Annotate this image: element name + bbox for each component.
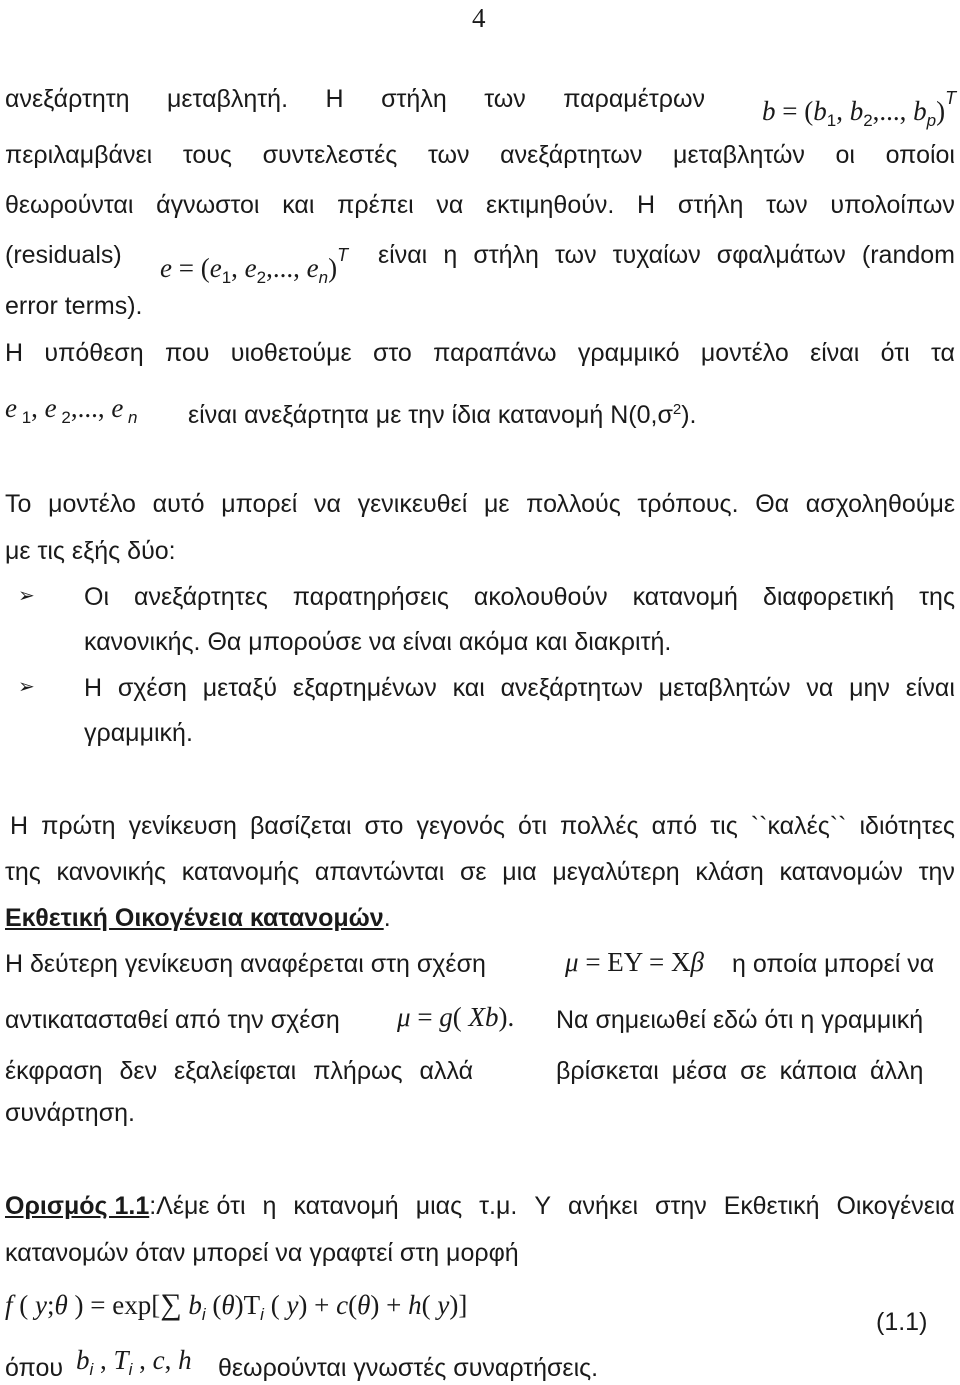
- bullet2-line1: Η σχέση μεταξύ εξαρτημένων και ανεξάρτητων μεταβλητών να μην είναι: [84, 674, 955, 702]
- para1-line5: error terms).: [5, 292, 143, 320]
- para2-line1: Το μοντέλο αυτό μπορεί να γενικευθεί με πολλούς τρόπους. Θα ασχοληθούμε: [5, 490, 955, 518]
- para3-line7: συνάρτηση.: [5, 1099, 135, 1127]
- bullet1-line1: Οι ανεξάρτητες παρατηρήσεις ακολουθούν κατανομή διαφορετική της: [84, 583, 955, 611]
- para1-line4-rest: είναι η στήλη των τυχαίων σφαλμάτων (random: [378, 241, 955, 269]
- formula-e-list: e $_1$, e $_2$,..., e $_n$: [5, 393, 138, 427]
- where-symbols: $b_i$ , $T_i$ , c, h: [76, 1345, 192, 1379]
- para2-line2: με τις εξής δύο:: [5, 537, 176, 565]
- definition-line2: κατανομών όταν μπορεί να γραφτεί στη μορφή: [5, 1239, 519, 1267]
- definition-label: Ορισμός 1.1: [5, 1192, 150, 1220]
- para3-line4-lead: Η δεύτερη γενίκευση αναφέρεται στη σχέση: [5, 950, 486, 978]
- formula-b-column: $b = (b_1$, $b_2$,..., $b_p)^T$: [762, 88, 957, 130]
- bullet-arrow-icon: ➢: [18, 583, 35, 607]
- bullet-arrow-icon: ➢: [18, 674, 35, 698]
- where-lead: όπου: [5, 1354, 64, 1382]
- para3-line6a: έκφραση δεν εξαλείφεται πλήρως αλλά: [5, 1057, 474, 1085]
- para1-line4-lead: (residuals): [5, 241, 122, 269]
- formula-mu-g: μ = g( Xb).: [397, 1002, 515, 1032]
- exponential-family-equation: f ( y;θ ) = exp[∑ $b_i$ $(\theta)T_i$ ( y) + c(θ) + h( y)]: [5, 1288, 468, 1324]
- para3-line5-lead: αντικατασταθεί από την σχέση: [5, 1006, 340, 1034]
- definition-line1: Ορισμός 1.1:Λέμε ότι η κατανομή μιας τ.μ. Υ ανήκει στην Εκθετική Οικογένεια: [5, 1192, 955, 1220]
- para3-line3: Εκθετική Οικογένεια κατανομών.: [5, 904, 391, 932]
- formula-e-column: $e = (e_1$, $e_2$,..., $e_n)^T$: [160, 245, 349, 287]
- para1-line6: Η υπόθεση που υιοθετούμε στο παραπάνω γραμμικό μοντέλο είναι ότι τα: [5, 339, 955, 367]
- para3-line2: της κανονικής κατανομής απαντώνται σε μια μεγαλύτερη κλάση κατανομών την: [5, 858, 955, 886]
- para1-line3: θεωρούνται άγνωστοι και πρέπει να εκτιμηθούν. Η στήλη των υπολοίπων: [5, 191, 955, 219]
- para3-line1: Η πρώτη γενίκευση βασίζεται στο γεγονός ότι πολλές από τις ``καλές`` ιδιότητες: [10, 812, 955, 840]
- para1-line2: περιλαμβάνει τους συντελεστές των ανεξάρτητων μεταβλητών οι οποίοι: [5, 141, 955, 169]
- page-number: 4: [472, 3, 486, 33]
- bullet2-line2: γραμμική.: [84, 719, 193, 747]
- para3-line5-tail: Να σημειωθεί εδώ ότι η γραμμική: [556, 1006, 924, 1034]
- para1-line7: είναι ανεξάρτητα με την ίδια κατανομή $N(0,\sigma^2)$.: [188, 401, 697, 429]
- formula-mu-ey: μ = EY = Xβ: [565, 947, 704, 977]
- where-tail: θεωρούνται γνωστές συναρτήσεις.: [218, 1354, 599, 1382]
- para3-line4-tail: η οποία μπορεί να: [732, 950, 935, 978]
- bullet1-line2: κανονικής. Θα μπορούσε να είναι ακόμα και διακριτή.: [84, 628, 672, 656]
- para3-line6b: βρίσκεται μέσα σε κάποια άλλη: [556, 1057, 924, 1085]
- para1-line1: ανεξάρτητη μεταβλητή. Η στήλη των παραμέτρων: [5, 85, 705, 113]
- equation-number: (1.1): [876, 1308, 928, 1336]
- exponential-family-term: Εκθετική Οικογένεια κατανομών: [5, 904, 384, 932]
